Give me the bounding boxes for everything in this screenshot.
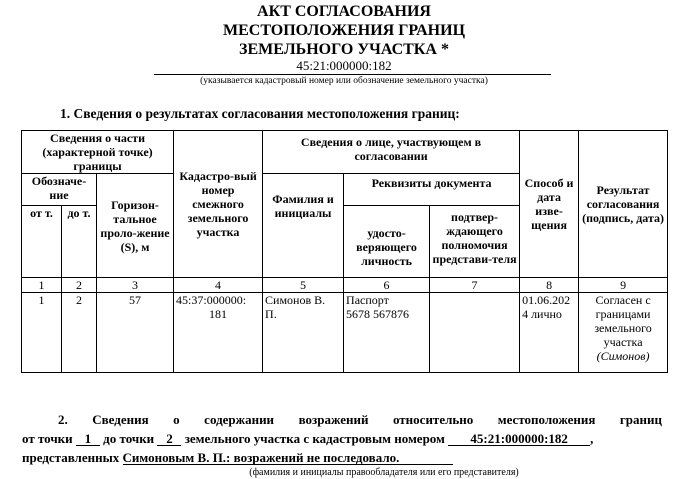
agreement-table — [21, 130, 668, 373]
section2-line3 — [22, 450, 453, 466]
col-number-3: 3 — [97, 278, 174, 293]
act-title-line2: МЕСТОПОЛОЖЕНИЯ ГРАНИЦ — [222, 22, 466, 39]
col-number-9: 9 — [579, 278, 668, 293]
cell-notice-method — [520, 293, 579, 373]
col-number-2: 2 — [62, 278, 97, 293]
to-point-value: 2 — [157, 432, 181, 446]
cell-result-signature: (Симонов) — [596, 349, 650, 363]
cell-id-line2: 5678 567876 — [346, 307, 410, 321]
section1-title: 1. Сведения о результатах согласования местоположения границ: — [60, 106, 460, 121]
cell-id-document — [344, 293, 430, 373]
header-result: Результат согласования (подпись, дата) — [579, 131, 668, 278]
col-number-1: 1 — [22, 278, 62, 293]
cell-method-line1: 01.06.202 — [522, 293, 571, 307]
from-point-prefix: от точки — [22, 431, 73, 446]
owner-note: (фамилия и инициалы правообладателя или его представителя) — [249, 467, 519, 478]
header-notice-method: Способ и дата изве-щения — [520, 131, 579, 278]
presented-value: Симоновым В. П.: возражений не последовало. — [123, 451, 453, 465]
act-title-line1: АКТ СОГЛАСОВАНИЯ — [257, 3, 431, 20]
header-designation: Обозначе-ние — [22, 174, 97, 206]
cell-adjacent — [174, 293, 263, 373]
presented-prefix: представленных — [22, 450, 120, 465]
cell-id-line1: Паспорт — [346, 293, 389, 307]
cell-horizontal: 57 — [97, 293, 174, 373]
cell-to: 2 — [62, 293, 97, 373]
cell-from: 1 — [22, 293, 62, 373]
header-adjacent-cadastral: Кадастро-вый номер смежного земельного участка — [174, 131, 263, 278]
cell-method-line2: 4 лично — [522, 307, 562, 321]
header-id-document: удосто-веряющего личность — [344, 206, 430, 278]
header-name: Фамилия и инициалы — [263, 174, 344, 278]
col-number-4: 4 — [174, 278, 263, 293]
section2-line1: 2. Сведения о содержании возражений относительно местоположения границ — [58, 412, 662, 427]
parcel-text: земельного участка с кадастровым номером — [184, 431, 445, 446]
cell-name — [263, 293, 344, 373]
cell-result — [579, 293, 668, 373]
cell-name-line2: П. — [265, 307, 277, 321]
header-to-point: до т. — [62, 206, 97, 278]
cell-name-line1: Симонов В. — [265, 293, 326, 307]
header-document: Реквизиты документа — [344, 174, 520, 206]
cell-authority — [430, 293, 520, 373]
cadastral-underline — [154, 74, 551, 75]
col-number-8: 8 — [520, 278, 579, 293]
cadastral-number: 45:21:000000:182 — [296, 58, 392, 73]
header-person: Сведения о лице, участвующем в согласовании — [263, 131, 520, 174]
cell-adjacent-line1: 45:37:000000: — [176, 293, 247, 307]
header-horizontal: Горизон-тальное проло-жение (S), м — [97, 174, 174, 278]
col-number-5: 5 — [263, 278, 344, 293]
to-point-prefix: до точки — [103, 431, 155, 446]
parcel-number: 45:21:000000:182 — [448, 432, 590, 446]
header-authority-document: подтвер-ждающего полномочия представи-теля — [430, 206, 520, 278]
section2-line2: от точки 1 до точки 2 земельного участка с кадастровым номером 45:21:000000:182 , — [22, 431, 594, 446]
header-from-point: от т. — [22, 206, 62, 278]
cell-adjacent-line2: 181 — [209, 307, 228, 321]
header-part-boundary: Сведения о части (характерной точке) границы — [22, 131, 174, 174]
table-row — [22, 293, 668, 373]
act-title-line3: ЗЕМЕЛЬНОГО УЧАСТКА * — [239, 41, 449, 58]
cell-result-text: Согласен с границами земельного участка — [594, 293, 652, 349]
cadastral-note: (указывается кадастровый номер или обозначение земельного участка) — [200, 76, 488, 86]
col-number-6: 6 — [344, 278, 430, 293]
from-point-value: 1 — [76, 432, 100, 446]
col-number-7: 7 — [430, 278, 520, 293]
